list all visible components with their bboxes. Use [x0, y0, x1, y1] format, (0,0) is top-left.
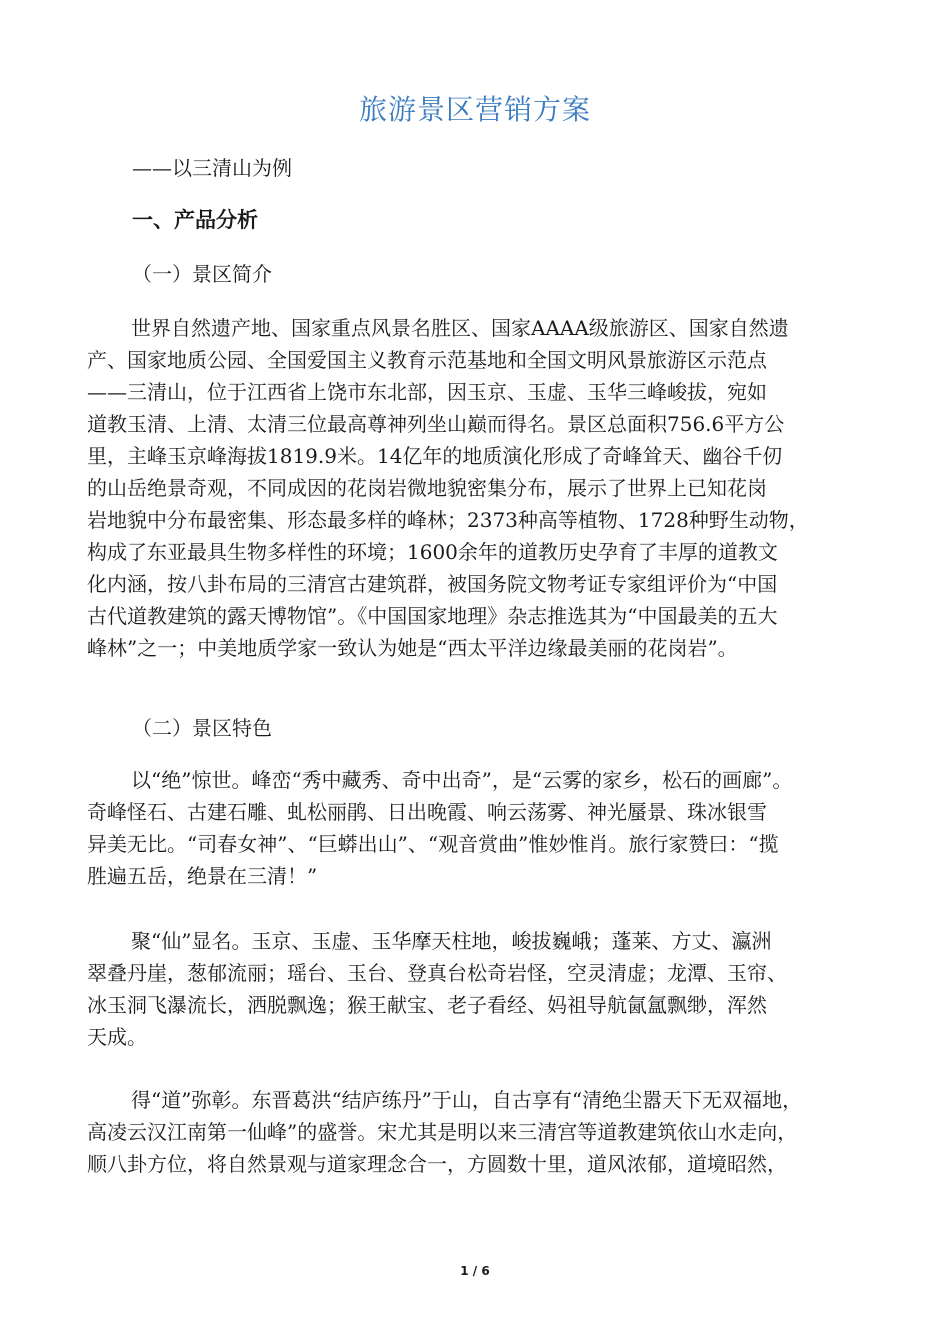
paragraph-line: 峰林”之一；中美地质学家一致认为她是“西太平洋边缘最美丽的花岗岩”。	[87, 636, 738, 660]
paragraph-feature-xian	[87, 925, 877, 1053]
paragraph-feature-jue	[87, 764, 877, 892]
paragraph-line: 异美无比。“司春女神”、“巨蟒出山”、“观音赏曲”惟妙惟肖。旅行家赞曰：“揽	[87, 832, 779, 856]
paragraph-line: 岩地貌中分布最密集、形态最多样的峰林；2373种高等植物、1728种野生动物，	[87, 508, 809, 532]
paragraph-feature-dao	[87, 1084, 877, 1180]
document-title: 旅游景区营销方案	[358, 93, 591, 126]
paragraph-line: 顺八卦方位，将自然景观与道家理念合一，方圆数十里，道风浓郁，道境昭然，	[87, 1152, 787, 1176]
page-number: 1 / 6	[460, 1264, 490, 1278]
subsection-heading-intro: （一）景区简介	[132, 262, 272, 286]
paragraph-line: 以“绝”惊世。峰峦“秀中藏秀、奇中出奇”，是“云雾的家乡，松石的画廊”。	[131, 768, 793, 792]
paragraph-line: 得“道”弥彰。东晋葛洪“结庐练丹”于山，自古享有“清绝尘嚣天下无双福地，	[131, 1088, 803, 1112]
paragraph-line: 天成。	[87, 1025, 147, 1049]
document-subtitle: ——以三清山为例	[132, 156, 292, 180]
paragraph-line: 冰玉洞飞瀑流长，洒脱飘逸；猴王献宝、老子看经、妈祖导航氤氲飘缈，浑然	[87, 993, 767, 1017]
paragraph-line: 高凌云汉江南第一仙峰”的盛誉。宋尤其是明以来三清宫等道教建筑依山水走向，	[87, 1120, 798, 1144]
paragraph-intro	[87, 312, 877, 664]
paragraph-line: 古代道教建筑的露天博物馆”。《中国国家地理》杂志推选其为“中国最美的五大	[87, 604, 778, 628]
paragraph-line: 胜遍五岳，绝景在三清！”	[87, 864, 318, 888]
paragraph-line: 道教玉清、上清、太清三位最高尊神列坐山巅而得名。景区总面积756.6平方公	[87, 412, 785, 436]
paragraph-line: 的山岳绝景奇观，不同成因的花岗岩微地貌密集分布，展示了世界上已知花岗	[87, 476, 767, 500]
paragraph-line: ——三清山，位于江西省上饶市东北部，因玉京、玉虚、玉华三峰峻拔，宛如	[87, 380, 767, 404]
paragraph-line: 奇峰怪石、古建石雕、虬松丽鹃、日出晚霞、响云荡雾、神光蜃景、珠冰银雪	[87, 800, 767, 824]
paragraph-line: 化内涵，按八卦布局的三清宫古建筑群，被国务院文物考证专家组评价为“中国	[87, 572, 778, 596]
paragraph-line: 聚“仙”显名。玉京、玉虚、玉华摩天柱地，峻拔巍峨；蓬莱、方丈、瀛洲	[131, 929, 772, 953]
subsection-heading-features: （二）景区特色	[132, 716, 272, 740]
paragraph-line: 里，主峰玉京峰海拔1819.9米。14亿年的地质演化形成了奇峰耸天、幽谷千仞	[87, 444, 783, 468]
paragraph-line: 翠叠丹崖，葱郁流丽；瑶台、玉台、登真台松奇岩怪，空灵清虚；龙潭、玉帘、	[87, 961, 787, 985]
section-heading-product-analysis: 一、产品分析	[132, 208, 258, 232]
paragraph-line: 构成了东亚最具生物多样性的环境；1600余年的道教历史孕育了丰厚的道教文	[87, 540, 778, 564]
paragraph-line: 产、国家地质公园、全国爱国主义教育示范基地和全国文明风景旅游区示范点	[87, 348, 767, 372]
paragraph-line: 世界自然遗产地、国家重点风景名胜区、国家AAAA级旅游区、国家自然遗	[131, 316, 789, 340]
